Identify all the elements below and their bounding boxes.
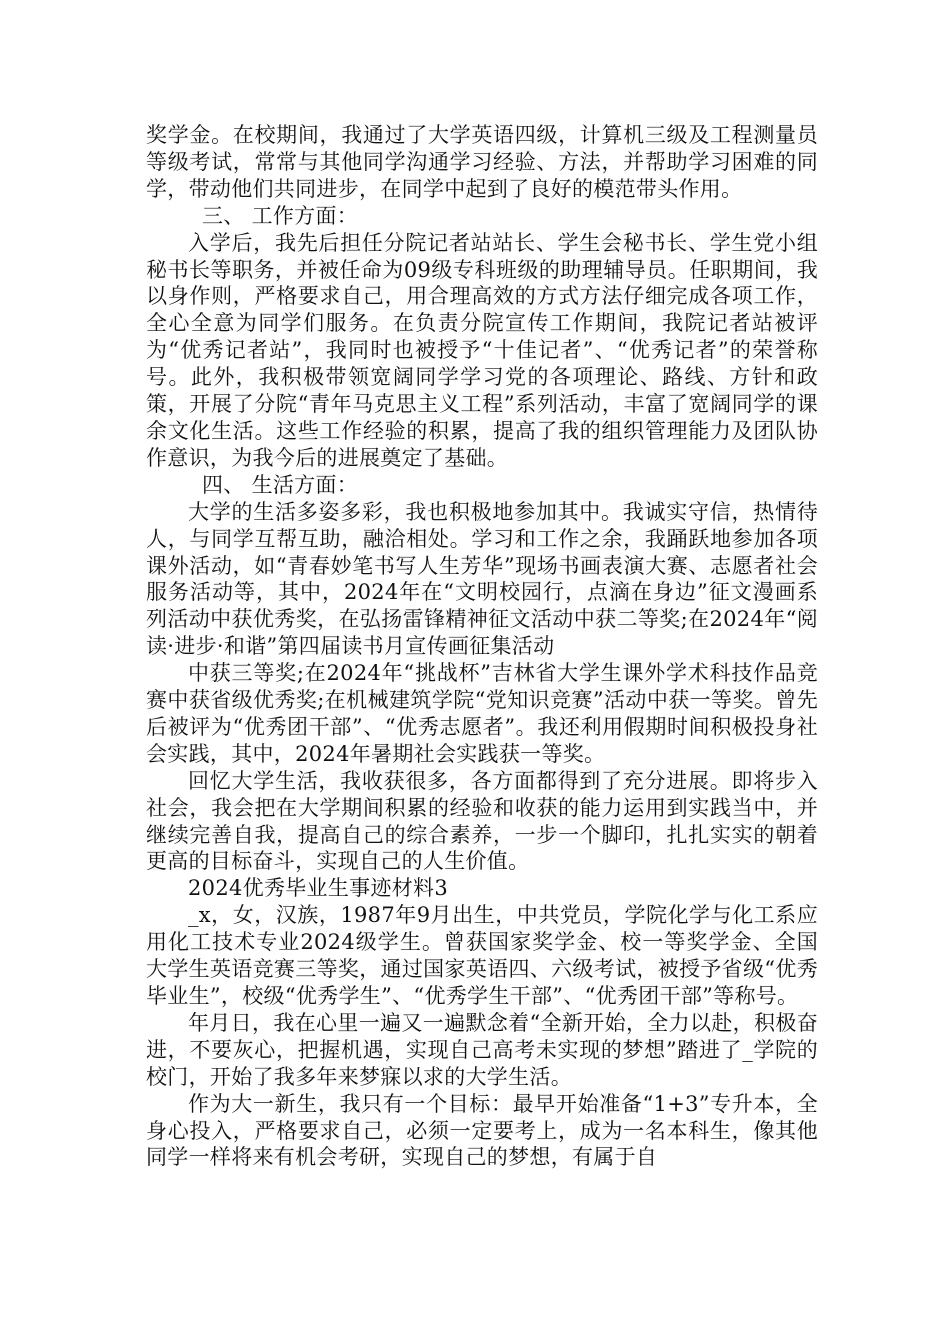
document-body xyxy=(146,122,818,1171)
paragraph-work: 入学后，我先后担任分院记者站站长、学生会秘书长、学生党小组秘书长等职务，并被任命为09级专科班级的助理辅导员。任职期间，我以身作则，严格要求自己，用合理高效的方式方法仔细完成各项工作，全心全意为同学们服务。在负责分院宣传工作期间，我院记者站被评为“优秀记者站”，我同时也被授予“十佳记者”、“优秀记者”的荣誉称号。此外，我积极带领宽阔同学学习党的各项理论、路线、方针和政策，开展了分院“青年马克思主义工程”系列活动，丰富了宽阔同学的课余文化生活。这些工作经验的积累，提高了我的组织管理能力及团队协作意识，为我今后的进展奠定了基础。 xyxy=(146,230,818,470)
paragraph-profile: _x，女，汉族，1987年9月出生，中共党员，学院化学与化工系应用化工技术专业2024级学生。曾获国家奖学金、校一等奖学金、全国大学生英语竞赛三等奖，通过国家英语四、六级考试，被授予省级“优秀毕业生”，校级“优秀学生”、“优秀学生干部”、“优秀团干部”等称号。 xyxy=(146,903,818,1008)
paragraph-goal: 作为大一新生，我只有一个目标：最早开始准备“1+3”专升本，全身心投入，严格要求自己，必须一定要考上，成为一名本科生，像其他同学一样将来有机会考研，实现自己的梦想，有属于自 xyxy=(146,1091,818,1170)
section-heading-life: 四、 生活方面： xyxy=(202,472,359,497)
section-heading-work: 三、 工作方面： xyxy=(202,203,359,228)
paragraph-awards: 中获三等奖;在2024年“挑战杯”吉林省大学生课外学术科技作品竞赛中获省级优秀奖;在机械建筑学院“党知识竞赛”活动中获一等奖。曾先后被评为“优秀团干部”、“优秀志愿者”。我还利用假期时间积极投身社会实践，其中，2024年暑期社会实践获一等奖。 xyxy=(146,661,818,766)
material-title: 2024优秀毕业生事迹材料3 xyxy=(188,876,449,901)
paragraph-life: 大学的生活多姿多彩，我也积极地参加其中。我诚实守信，热情待人，与同学互帮互助，融洽相处。学习和工作之余，我踊跃地参加各项课外活动，如“青春妙笔书写人生芳华”现场书画表演大赛、志愿者社会服务活动等，其中，2024年在“文明校园行，点滴在身边”征文漫画系列活动中获优秀奖，在弘扬雷锋精神征文活动中获二等奖;在2024年“阅读·进步·和谐”第四届读书月宣传画征集活动 xyxy=(146,499,818,659)
paragraph-enrollment: 年月日，我在心里一遍又一遍默念着“全新开始，全力以赴，积极奋进，不要灰心，把握机遇，实现自己高考未实现的梦想”踏进了_学院的校门，开始了我多年来梦寐以求的大学生活。 xyxy=(146,1010,818,1089)
paragraph-scholarship-continuation: 奖学金。在校期间，我通过了大学英语四级，计算机三级及工程测量员等级考试，常常与其他同学沟通学习经验、方法，并帮助学习困难的同学，带动他们共同进步，在同学中起到了良好的模范带头作用。 xyxy=(146,123,818,201)
paragraph-reflection: 回忆大学生活，我收获很多，各方面都得到了充分进展。即将步入社会，我会把在大学期间积累的经验和收获的能力运用到实践当中，并继续完善自我，提高自己的综合素养，一步一个脚印，扎扎实实的朝着更高的目标奋斗，实现自己的人生价值。 xyxy=(146,768,818,874)
